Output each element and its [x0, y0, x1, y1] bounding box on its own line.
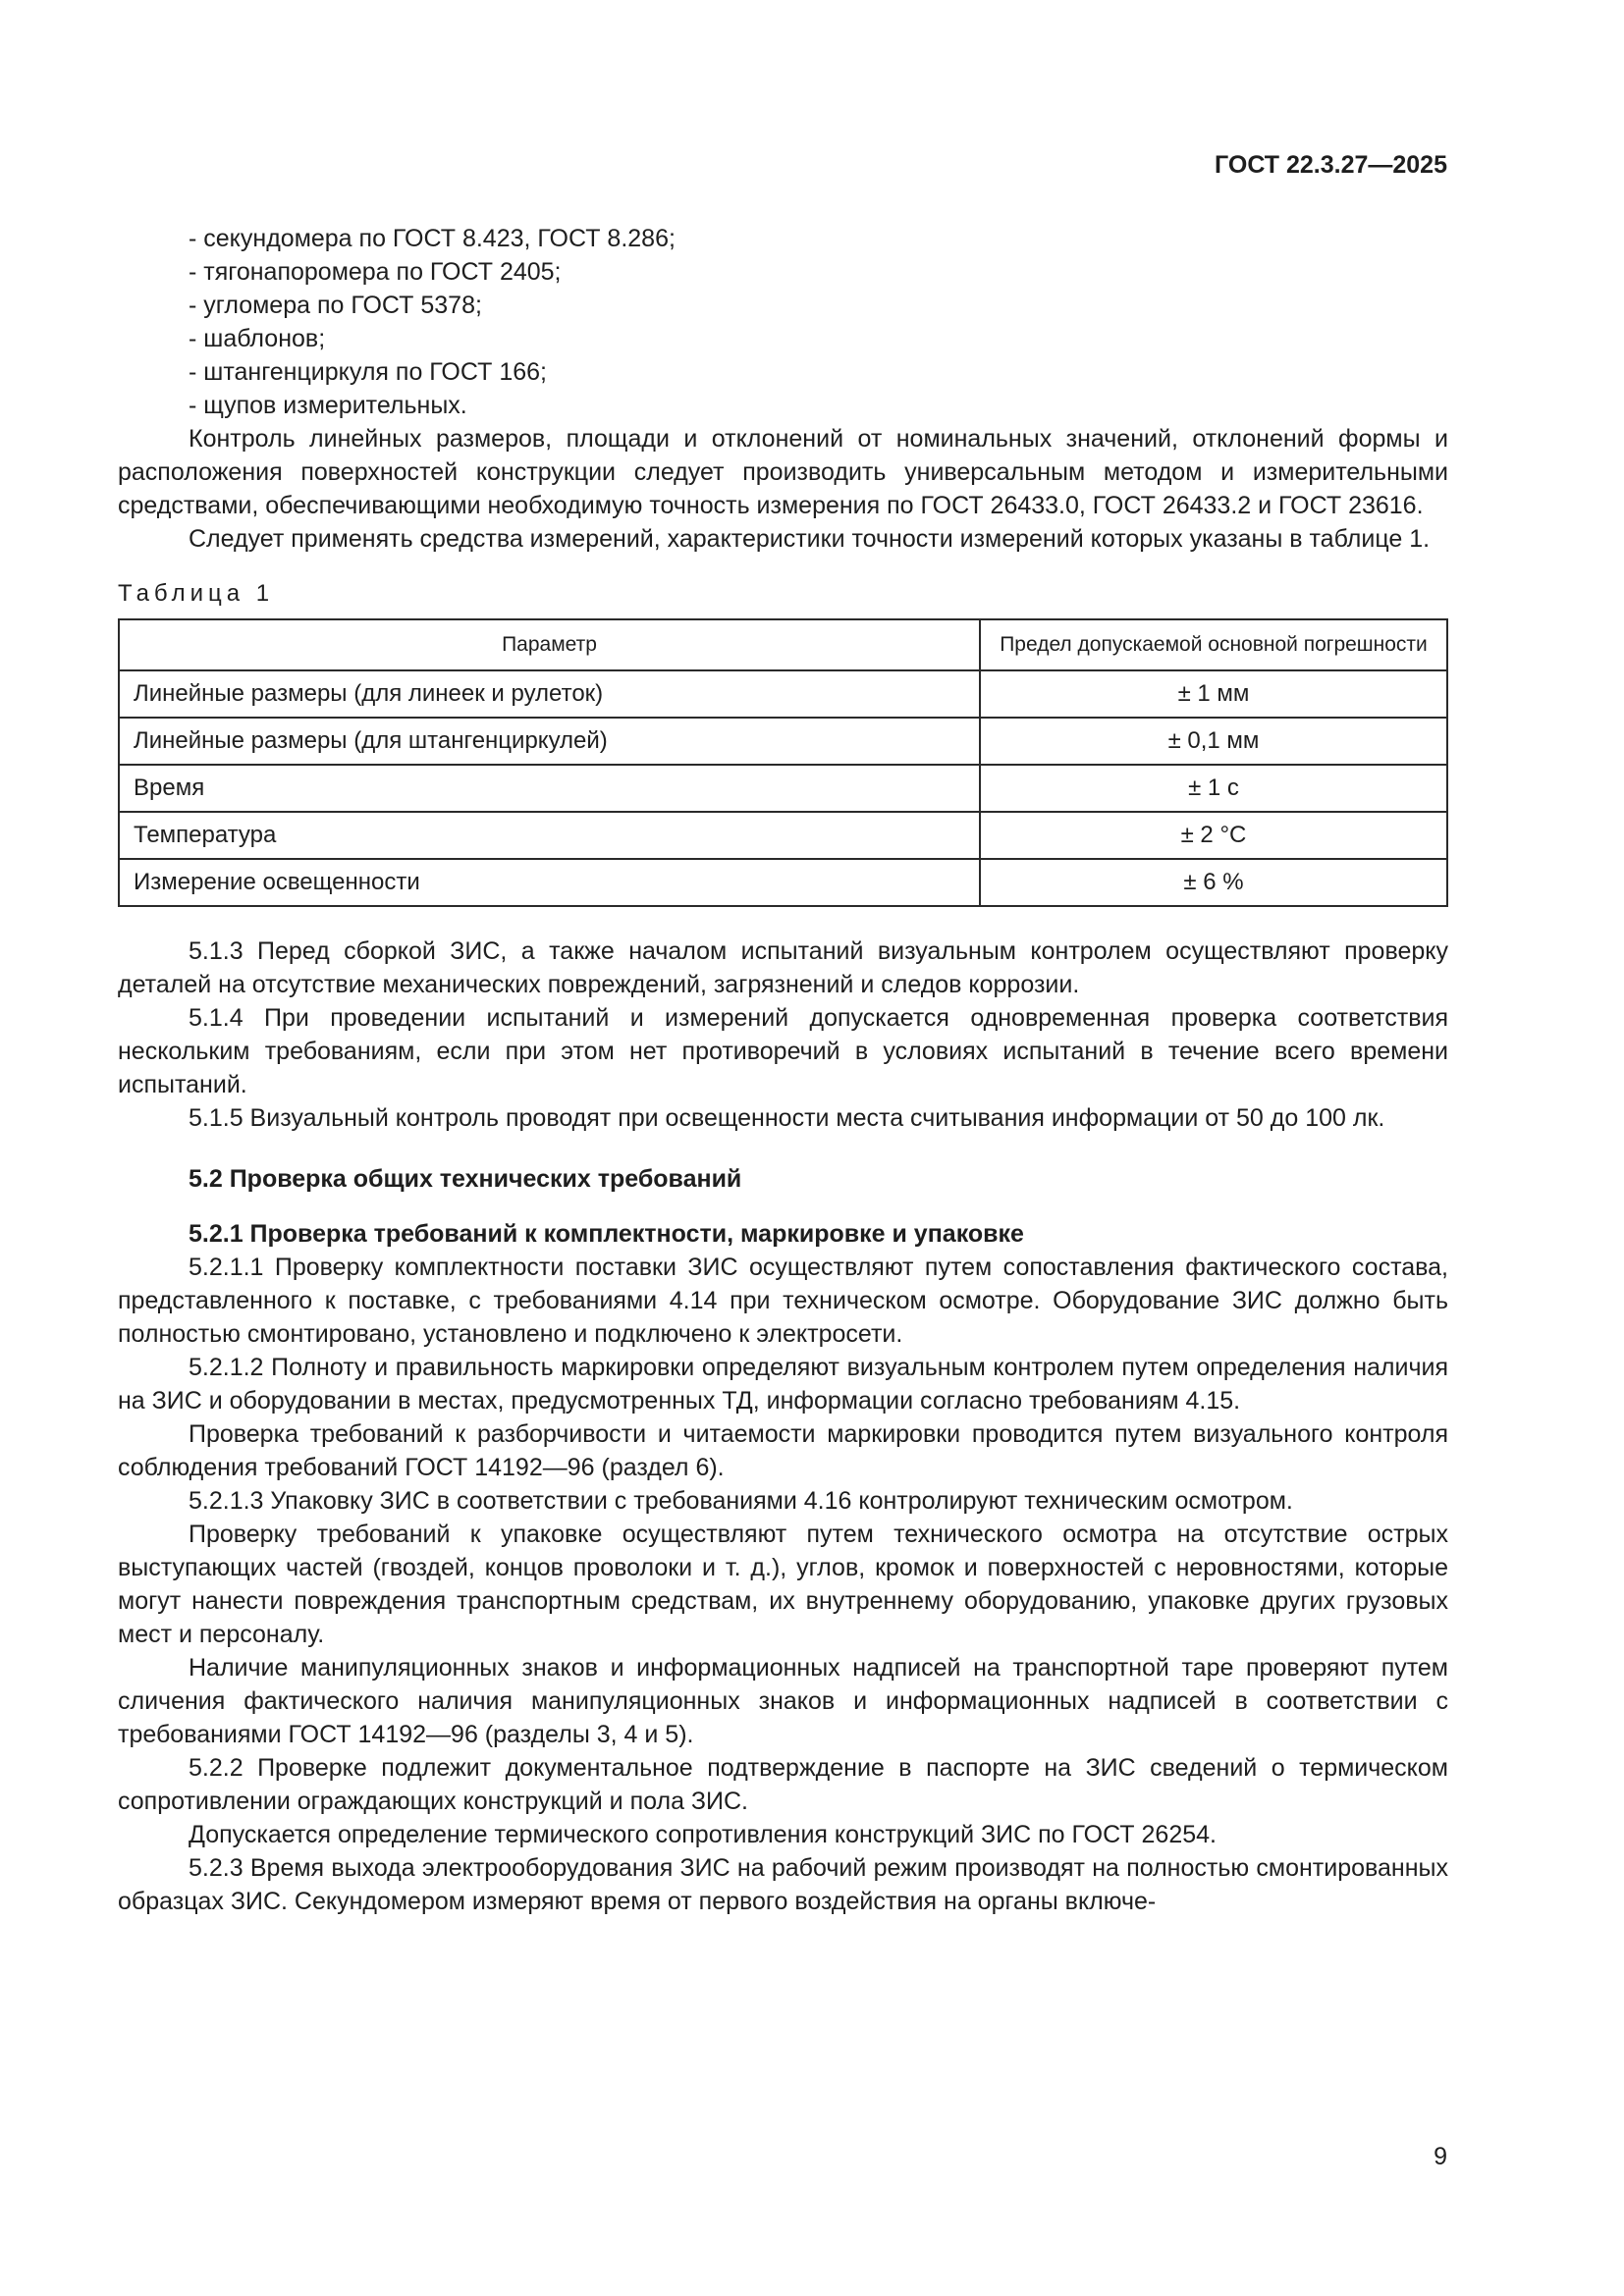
paragraph: Наличие манипуляционных знаков и информационных надписей на транспортной таре проверяют путем сличения фактического наличия манипуляционных знаков и информационных надписей в соответствии с требованиями ГОСТ 14192—96 (разделы 3, 4 и 5). [118, 1654, 1448, 1748]
list-item: - угломера по ГОСТ 5378; [189, 292, 482, 319]
table-row [119, 670, 1447, 718]
table-cell-param: Время [119, 765, 980, 812]
list-item: - щупов измерительных. [189, 392, 467, 419]
paragraph: Контроль линейных размеров, площади и отклонений от номинальных значений, отклонений формы и расположения поверхностей конструкции следует производить универсальным методом и измерительными средствами, обеспечивающими необходимую точность измерения по ГОСТ 26433.0, ГОСТ 26433.2 и ГОСТ 23616. [118, 425, 1448, 519]
accuracy-table [118, 618, 1448, 907]
paragraph-5-1-3: 5.1.3 Перед сборкой ЗИС, а также началом испытаний визуальным контролем осуществляют проверку деталей на отсутствие механических повреждений, загрязнений и следов коррозии. [118, 937, 1448, 998]
page-number: 9 [1434, 2143, 1447, 2170]
list-item: - шаблонов; [189, 325, 326, 352]
table-cell-param: Линейные размеры (для штангенциркулей) [119, 718, 980, 765]
instrument-list [118, 222, 1448, 422]
table-header-cell: Предел допускаемой основной погрешности [980, 619, 1447, 670]
table-cell-value: ± 6 % [980, 859, 1447, 906]
section-heading: 5.2 Проверка общих технических требований [189, 1165, 742, 1193]
table-cell-param: Измерение освещенности [119, 859, 980, 906]
list-item: - тягонапоромера по ГОСТ 2405; [189, 258, 562, 286]
paragraph: Проверку требований к упаковке осуществляют путем технического осмотра на отсутствие острых выступающих частей (гвоздей, концов проволоки и т. д.), углов, кромок и поверхностей с неровностями, которые могут нанести повреждения транспортным средствам, их внутреннему оборудованию, упаковке других грузовых мест и персоналу. [118, 1521, 1448, 1648]
table-cell-value: ± 1 мм [980, 670, 1447, 718]
table-cell-value: ± 2 °С [980, 812, 1447, 859]
subsection-heading: 5.2.1 Проверка требований к комплектности, маркировке и упаковке [189, 1220, 1024, 1248]
paragraph: 5.2.3 Время выхода электрооборудования ЗИС на рабочий режим производят на полностью смонтированных образцах ЗИС. Секундомером измеряют время от первого воздействия на органы включе- [118, 1854, 1448, 1915]
table-cell-value: ± 1 с [980, 765, 1447, 812]
document-code-header: ГОСТ 22.3.27—2025 [1215, 151, 1447, 179]
paragraph-5-1-4: 5.1.4 При проведении испытаний и измерений допускается одновременная проверка соответствия нескольким требованиям, если при этом нет противоречий в условиях испытаний в течение всего времени испытаний. [118, 1004, 1448, 1098]
paragraph: Проверка требований к разборчивости и читаемости маркировки проводится путем визуального контроля соблюдения требований ГОСТ 14192—96 (раздел 6). [118, 1420, 1448, 1481]
table-cell-value: ± 0,1 мм [980, 718, 1447, 765]
paragraph: 5.2.1.1 Проверку комплектности поставки ЗИС осуществляют путем сопоставления фактического состава, представленного к поставке, с требованиями 4.14 при техническом осмотре. Оборудование ЗИС должно быть полностью смонтировано, установлено и подключено к электросети. [118, 1254, 1448, 1348]
paragraph: Следует применять средства измерений, характеристики точности измерений которых указаны в таблице 1. [189, 525, 1431, 553]
table-cell-param: Линейные размеры (для линеек и рулеток) [119, 670, 980, 718]
table-cell-param: Температура [119, 812, 980, 859]
paragraph-5-1-5: 5.1.5 Визуальный контроль проводят при освещенности места считывания информации от 50 до 100 лк. [189, 1104, 1385, 1132]
list-item: - секундомера по ГОСТ 8.423, ГОСТ 8.286; [189, 225, 676, 252]
paragraph: 5.2.1.2 Полноту и правильность маркировки определяют визуальным контролем путем определения наличия на ЗИС и оборудовании в местах, предусмотренных ТД, информации согласно требованиям 4.15. [118, 1354, 1448, 1415]
table-row [119, 765, 1447, 812]
paragraph: 5.2.2 Проверке подлежит документальное подтверждение в паспорте на ЗИС сведений о термическом сопротивлении ограждающих конструкций и пола ЗИС. [118, 1754, 1448, 1815]
list-item: - штангенциркуля по ГОСТ 166; [189, 358, 547, 386]
table-row [119, 859, 1447, 906]
table-row [119, 812, 1447, 859]
table-caption: Таблица 1 [118, 580, 275, 607]
paragraph: Допускается определение термического сопротивления конструкций ЗИС по ГОСТ 26254. [189, 1821, 1217, 1848]
table-header-cell: Параметр [119, 619, 980, 670]
document-body [118, 222, 1448, 1918]
paragraph: 5.2.1.3 Упаковку ЗИС в соответствии с требованиями 4.16 контролируют техническим осмотром. [189, 1487, 1293, 1515]
table-row [119, 718, 1447, 765]
table-header-row [119, 619, 1447, 670]
